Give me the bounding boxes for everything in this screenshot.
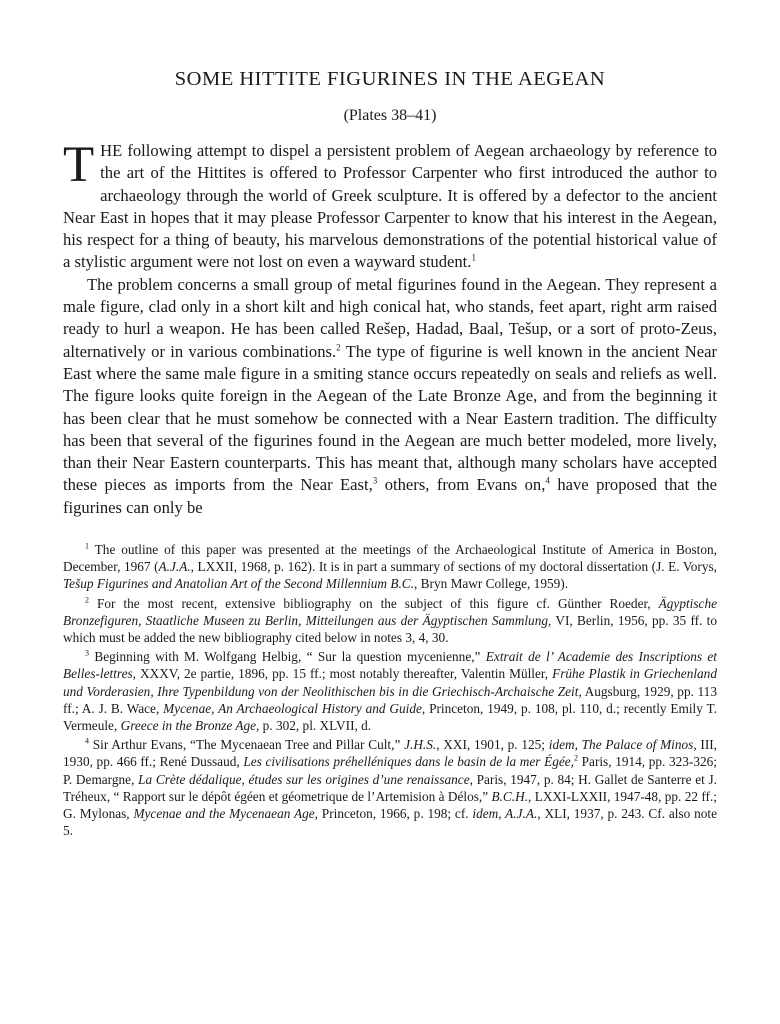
footnote-ref-1[interactable]: 1 [471, 252, 476, 263]
footnote-text: , Augsburg, 1929, pp. 113 ff.; A. J. B. Wace, [63, 683, 717, 716]
footnote-text: , Bryn Mawr College, 1959). [414, 576, 569, 592]
footnote-number: 1 [85, 541, 89, 551]
footnote-number: 4 [85, 736, 89, 746]
footnote-text: , Princeton, 1949, p. 108, pl. 110, d.; recently Emily T. Vermeule, [63, 700, 717, 734]
paragraph-1 [63, 137, 717, 274]
footnote-text: , III, 1930, pp. 466 ff.; René Dussaud, [63, 737, 717, 770]
drop-cap: T [63, 137, 95, 193]
footnote-italic: Greece in the Bronze Age [120, 718, 256, 734]
footnote-text: , Paris, 1947, p. 84; H. Gallet de Santerre et J. Tréheux, “ Rapport sur le dépôt égéen et géometrique de l’Artemision à Délos,” [63, 771, 717, 804]
paragraph-1-text: HE following attempt to dispel a persistent problem of Aegean archaeology by reference to the art of the Hittites is offered to Professor Carpenter who first introduced the author to archaeology through the world of Greek sculpture. It is offered by a defector to the ancient Near East in hopes that it may please Professor Carpenter to know that his interest in the Aegean, his respect for a thing of beauty, his marvelous demonstrations of the potential historical value of a stylistic argument were not lost on even a wayward student. [63, 141, 717, 272]
footnote-text: , LXXI-LXXII, 1947-48, pp. 22 ff.; G. Mylonas, [63, 788, 717, 822]
paragraph-2-text-b: The type of figurine is well known in the ancient Near East where the same male figure in a smiting stance occurs repeatedly on seals and reliefs as well. The figure looks quite foreign in the Aegean of the Late Bronze Age, and from the beginning it has been clear that he must somehow be connected with a Near Eastern tradition. The difficulty has been that several of the figurines found in the Aegean are much better modeled, more lively, than their Near Eastern counterparts. This has meant that, although many scholars have accepted these pieces as imports from the Near East, [63, 341, 717, 495]
footnote-italic: B.C.H. [491, 788, 529, 804]
footnote-text: , XLI, 1937, p. 243. Cf. also note 5. [63, 806, 717, 839]
footnote-text: Beginning with M. Wolfgang Helbig, “ Sur la question mycenienne,” [89, 649, 486, 665]
footnote-number: 2 [85, 595, 89, 605]
article-page [63, 66, 717, 842]
footnote-text: , p. 302, pl. XLVII, d. [256, 718, 372, 734]
footnote-text: , VI, Berlin, 1956, pp. 35 ff. to which must be added the new bibliography cited below in notes 3, 4, 30. [63, 612, 718, 646]
footnote-text: , XXI, 1901, p. 125; [436, 737, 549, 753]
footnote-italic: idem, The Palace of Minos [548, 737, 694, 753]
footnote-text: , LXXII, 1968, p. 162). It is in part a summary of sections of my doctoral dissertation (J. E. Vorys, [190, 559, 717, 575]
paragraph-2-text-a: The problem concerns a small group of metal figurines found in the Aegean. They represent a male figure, clad only in a short kilt and high conical hat, who stands, feet apart, right arm raised ready to hurl a weapon. He has been called Rešep, Hadad, Baal, Tešup, or a sort of proto-Zeus, alternatively or in various combinations. [63, 274, 717, 361]
footnote-italic: Tešup Figurines and Anatolian Art of the Second Millennium B.C. [63, 576, 415, 592]
article-body [63, 137, 717, 519]
footnote-italic: Mycenae, An Archaeological History and Guide [163, 700, 422, 716]
footnote-number: 3 [85, 648, 89, 658]
footnote-text: For the most recent, extensive bibliography on the subject of this figure cf. Günther Roeder, [89, 595, 659, 611]
footnote-3 [63, 648, 717, 734]
footnote-text: Sir Arthur Evans, “The Mycenaean Tree and Pillar Cult,” [89, 737, 405, 753]
paragraph-2-text-d: have proposed that the figurines can only be [63, 475, 717, 517]
footnote-italic: idem, A.J.A. [472, 806, 538, 822]
footnote-italic: Frühe Plastik in Griechenland und Vorderasien, Ihre Typenbildung von der Neolithischen bis in die Griechisch-Archaische Zeit [63, 666, 717, 699]
footnote-italic: Mycenae and the Mycenaean Age [133, 806, 315, 822]
footnotes [63, 541, 717, 839]
paragraph-2 [63, 274, 717, 519]
article-title: SOME HITTITE FIGURINES IN THE AEGEAN [174, 68, 606, 90]
footnote-italic: A.J.A. [158, 559, 191, 575]
footnote-text: Paris, 1914, pp. 323-326; P. Demargne, [63, 754, 717, 787]
footnote-italic: Ägyptische Bronzefiguren, Staatliche Museen zu Berlin, Mitteilungen aus der Ägyptischen Sammlung [63, 595, 717, 628]
footnote-2 [63, 595, 717, 647]
footnote-italic: Les civilisations préhelléniques dans le basin de la mer Égée, [243, 754, 575, 770]
plates-reference: (Plates 38–41) [343, 107, 437, 124]
footnote-ref-4[interactable]: 4 [545, 475, 550, 486]
footnote-superscript: 2 [574, 754, 579, 764]
footnote-text: , XXXV, 2e partie, 1896, pp. 15 ff.; most notably thereafter, Valentin Müller, [132, 666, 553, 682]
footnote-text: The outline of this paper was presented at the meetings of the Archaeological Institute of America in Boston, December, 1967 ( [63, 542, 717, 575]
footnote-ref-2[interactable]: 2 [336, 342, 341, 353]
footnote-italic: Extrait de l’ Academie des Inscriptions et Belles-lettres [63, 649, 717, 682]
footnote-text: , Princeton, 1966, p. 198; cf. [314, 806, 473, 822]
footnote-1 [63, 541, 717, 593]
footnote-4 [63, 736, 717, 839]
footnote-italic: La Crète dédalique, études sur les origines d’une renaissance [138, 771, 470, 787]
footnote-ref-3[interactable]: 3 [372, 475, 378, 486]
footnote-italic: J.H.S. [404, 737, 437, 753]
paragraph-2-text-c: others, from Evans on, [377, 475, 546, 495]
